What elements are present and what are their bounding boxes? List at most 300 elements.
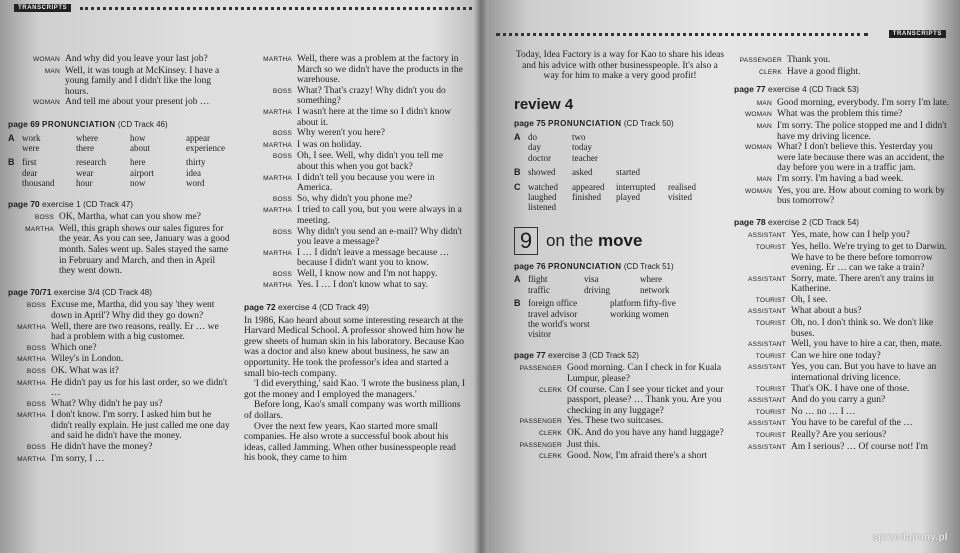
dialogue-line	[8, 399, 232, 411]
word: work	[22, 132, 41, 143]
spacer	[514, 309, 528, 319]
section-heading	[8, 199, 232, 211]
unit-title-prefix: on the	[546, 230, 594, 250]
speaker-label: BOSS	[26, 444, 46, 452]
speaker-label: TOURIST	[755, 352, 786, 360]
dialogue-line	[8, 54, 232, 66]
speaker-label: TOURIST	[755, 243, 786, 251]
dialogue-text: Well, this graph shows our sales figures for the year. As you can see, January was a good month. Sales went up. Sales stayed the same in February and March, and then in April they went down.	[59, 223, 230, 277]
dialogue-line	[514, 416, 726, 428]
speaker-label: WOMAN	[744, 111, 772, 119]
track-ref: (CD Track 52)	[589, 350, 639, 360]
word-grid	[514, 167, 726, 177]
dialogue-text: Oh, no. I don't think so. We don't like buses.	[791, 318, 934, 339]
speaker-label: MAN	[756, 175, 772, 183]
dialogue-text: Have a good flight.	[787, 66, 861, 77]
spacer	[514, 142, 528, 152]
left-column-1	[8, 54, 232, 465]
word: do	[528, 131, 537, 142]
section-letter: A	[514, 274, 521, 285]
dialogue-text: And tell me about your present job …	[65, 97, 210, 108]
dialogue-text: I'm sorry, I …	[51, 453, 105, 464]
dialogue-text: He didn't have the money?	[51, 442, 153, 453]
track-ref: (CD Track 47)	[83, 199, 133, 209]
word: showed	[528, 167, 556, 178]
dialogue-line	[8, 354, 232, 366]
word: visited	[668, 192, 692, 202]
dialogue-text: Oh, I see. Well, why didn't you tell me about this when you got back?	[297, 151, 444, 172]
left-column-2	[244, 54, 466, 464]
speaker-label: ASSISTANT	[748, 341, 786, 349]
dialogue-text: Which one?	[51, 342, 97, 353]
dialogue-line	[734, 306, 950, 318]
word: about	[130, 142, 150, 153]
spacer	[514, 202, 528, 212]
dialogue-text: I don't know. I'm sorry. I asked him but he didn't really explain. He just called me one day and said he didn't have the money.	[51, 410, 230, 442]
section-letter: C	[514, 181, 521, 192]
speaker-label: ASSISTANT	[748, 275, 786, 283]
dialogue-text: Am I serious? … Of course not! I'm	[791, 441, 929, 452]
dialogue-text: I'm sorry. I'm having a bad week.	[777, 173, 904, 184]
dialogue-line	[8, 300, 232, 321]
track-ref: (CD Track 54)	[809, 217, 859, 227]
dialogue-line	[734, 351, 950, 363]
word: platform fifty-five	[610, 298, 676, 309]
speaker-label: MARTHA	[17, 455, 46, 463]
dialogue-line	[8, 366, 232, 378]
word: played	[616, 192, 640, 202]
header-dots-left	[80, 7, 472, 10]
section-heading	[514, 261, 726, 273]
dialogue-line	[734, 418, 950, 430]
word: there	[76, 142, 94, 153]
transcript-paragraph: 'I did everything,' said Kao. 'I wrote the business plan, I got the money and I employed the managers.'	[244, 379, 466, 400]
dialogue-line	[734, 384, 950, 396]
speaker-label: MARTHA	[263, 56, 292, 63]
dialogue-line	[244, 151, 466, 172]
speaker-label: BOSS	[272, 270, 292, 278]
section-letter: B	[8, 157, 15, 168]
dialogue-text: OK. And do you have any hand luggage?	[567, 428, 724, 438]
dialogue-line	[734, 395, 950, 407]
exercise-label: PRONUNCIATION	[548, 261, 622, 271]
dialogue-text: OK, Martha, what can you show me?	[59, 212, 201, 223]
dialogue-text: Well, I know now and I'm not happy.	[297, 268, 438, 279]
word-grid	[8, 157, 232, 188]
speaker-label: TOURIST	[755, 408, 786, 416]
dialogue-line	[8, 343, 232, 355]
word: how	[130, 132, 146, 143]
dialogue-text: Yes. I … I don't know what to say.	[297, 280, 429, 291]
word: word	[186, 178, 205, 189]
speaker-label: MARTHA	[17, 379, 46, 387]
word-grid	[514, 132, 726, 163]
dialogue-line	[8, 454, 232, 466]
speaker-label: CLERK	[759, 68, 782, 76]
dialogue-line	[244, 173, 466, 194]
speaker-label: PASSENGER	[519, 441, 562, 449]
dialogue-text: Really? Are you serious?	[791, 430, 887, 440]
speaker-label: MARTHA	[263, 207, 292, 215]
dialogue-text: Of course. Can I see your ticket and your passport, please? … Thank you. Are you checking in any luggage?	[567, 384, 724, 416]
dialogue-line	[244, 86, 466, 107]
speaker-label: PASSENGER	[519, 365, 562, 373]
transcripts-tab-right: TRANSCRIPTS	[889, 30, 946, 38]
speaker-label: WOMAN	[744, 144, 772, 152]
dialogue-line	[734, 98, 950, 110]
dialogue-line	[734, 55, 950, 67]
dialogue-line	[244, 269, 466, 281]
section-heading	[734, 217, 950, 229]
spacer	[616, 202, 668, 212]
dialogue-text: Why weren't you here?	[297, 128, 385, 139]
spacer	[8, 168, 22, 178]
section-heading	[514, 350, 726, 362]
word: listened	[528, 202, 556, 213]
dialogue-line	[514, 385, 726, 417]
speaker-label: BOSS	[26, 400, 46, 408]
dialogue-text: Oh, I see.	[791, 294, 828, 305]
speaker-label: BOSS	[26, 302, 46, 310]
dialogue-text: No … no … I …	[791, 406, 856, 417]
word: first	[22, 157, 37, 168]
dialogue-text: Well, you have to hire a car, then, mate.	[791, 339, 942, 350]
dialogue-text: Yes, you are. How about coming to work by bus tomorrow?	[777, 185, 945, 207]
dialogue-line	[244, 280, 466, 292]
track-ref: (CD Track 48)	[102, 287, 152, 297]
word: foreign office	[528, 298, 578, 309]
page-ref: page 70	[8, 198, 40, 209]
dialogue-line	[734, 109, 950, 121]
dialogue-line	[734, 121, 950, 142]
dialogue-text: What? I don't believe this. Yesterday you were late because there was an accident, the day before you were in a traffic jam.	[777, 142, 945, 174]
track-ref: (CD Track 53)	[809, 85, 859, 95]
word: doctor	[528, 152, 551, 163]
spacer	[610, 319, 726, 340]
speaker-label: MARTHA	[263, 174, 292, 182]
page-ref: page 77	[514, 349, 546, 360]
transcript-paragraph: Before long, Kao's small company was worth millions of dollars.	[244, 400, 461, 421]
dialogue-line	[244, 54, 466, 86]
speaker-label: MAN	[756, 99, 772, 107]
speaker-label: ASSISTANT	[748, 443, 786, 451]
dialogue-line	[244, 107, 466, 128]
speaker-label: WOMAN	[32, 56, 60, 63]
dialogue-text: So, why didn't you phone me?	[297, 193, 413, 204]
dialogue-line	[734, 186, 950, 207]
word: here	[130, 157, 146, 168]
dialogue-text: Thank you.	[787, 55, 831, 65]
speaker-label: CLERK	[539, 386, 562, 394]
speaker-label: MAN	[44, 67, 60, 75]
dialogue-line	[244, 140, 466, 152]
word: thousand	[22, 178, 55, 189]
dialogue-text: Yes. These two suitcases.	[567, 416, 664, 427]
speaker-label: WOMAN	[744, 187, 772, 195]
word-grid	[514, 182, 726, 213]
dialogue-text: Excuse me, Martha, did you say 'they went down in April'? Why did they go down?	[51, 300, 215, 321]
exercise-label: PRONUNCIATION	[548, 119, 622, 129]
dialogue-line	[244, 128, 466, 140]
word: appear	[186, 132, 210, 143]
spacer	[514, 319, 528, 340]
speaker-label: ASSISTANT	[748, 420, 786, 428]
word: driving	[584, 284, 610, 295]
word-grid	[514, 274, 726, 295]
exercise-label: exercise 1	[42, 198, 81, 209]
word: flight	[528, 274, 548, 285]
spacer	[514, 153, 528, 163]
dialogue-line	[734, 230, 950, 242]
watermark-tld: .pl	[935, 532, 948, 543]
unit-title-bold: move	[598, 230, 643, 250]
word: started	[616, 167, 640, 178]
speaker-label: ASSISTANT	[748, 308, 786, 316]
dialogue-text: Well, there was a problem at the factory in March so we didn't have the products in the warehouse.	[297, 54, 463, 86]
dialogue-text: Can we hire one today?	[791, 350, 881, 361]
transcripts-tab-left: TRANSCRIPTS	[14, 4, 71, 12]
speaker-label: MARTHA	[263, 141, 292, 149]
speaker-label: MARTHA	[25, 225, 54, 233]
dialogue-text: I … I didn't leave a message because … because I didn't want you to know.	[297, 247, 450, 269]
word: watched	[528, 181, 558, 192]
speaker-label: TOURIST	[755, 432, 786, 439]
word: were	[22, 142, 40, 153]
dialogue-line	[8, 378, 232, 399]
dialogue-line	[734, 362, 950, 383]
dialogue-text: Yes, hello. We're trying to get to Darwin. We have to be there before tomorrow evening. Er … can we take a train?	[791, 241, 947, 274]
dialogue-text: Good morning. Can I check in for Kuala Lumpur, please?	[567, 363, 722, 385]
speaker-label: BOSS	[272, 195, 292, 203]
dialogue-text: I was on holiday.	[297, 139, 362, 150]
page-ref: page 78	[734, 216, 766, 227]
section-letter: B	[514, 298, 521, 309]
speaker-label: WOMAN	[32, 99, 60, 107]
word: asked	[572, 167, 593, 178]
dialogue-line	[734, 142, 950, 174]
word: today	[572, 142, 592, 153]
spacer	[514, 285, 528, 295]
speaker-label: MARTHA	[263, 282, 292, 290]
speaker-label: MAN	[756, 122, 772, 130]
speaker-label: ASSISTANT	[748, 364, 786, 372]
word: network	[640, 284, 670, 295]
spacer	[572, 202, 616, 212]
word-grid	[514, 298, 726, 340]
dialogue-line	[734, 242, 950, 274]
spacer	[8, 143, 22, 153]
dialogue-line	[734, 318, 950, 339]
section-letter: B	[514, 167, 521, 178]
word: airport	[130, 167, 154, 178]
speaker-label: BOSS	[26, 344, 46, 352]
unit-title	[546, 230, 643, 250]
exercise-label: exercise 4	[278, 302, 317, 313]
word: interrupted	[616, 181, 656, 192]
section-heading	[734, 84, 950, 96]
speaker-label: TOURIST	[755, 385, 786, 393]
dialogue-text: What? Why didn't he pay us?	[51, 398, 163, 409]
dialogue-line	[734, 67, 950, 79]
speaker-label: PASSENGER	[519, 418, 562, 426]
watermark-logo	[872, 525, 948, 545]
dialogue-text: What was the problem this time?	[777, 109, 903, 120]
speaker-label: ASSISTANT	[748, 397, 786, 405]
word: wear	[76, 167, 94, 178]
dialogue-line	[514, 428, 726, 440]
dialogue-text: Wiley's in London.	[51, 354, 124, 365]
dialogue-text: Well, it was tough at McKinsey. I have a young family and I didn't like the long hours.	[65, 65, 220, 97]
dialogue-text: Just this.	[567, 439, 601, 450]
dialogue-line	[734, 295, 950, 307]
word: realised	[668, 181, 696, 192]
dialogue-line	[8, 442, 232, 454]
dialogue-line	[8, 322, 232, 343]
right-column-1	[514, 50, 726, 463]
unit-number-box: 9	[514, 227, 538, 255]
speaker-label: CLERK	[539, 430, 562, 437]
header-dots-right	[496, 33, 868, 36]
word: travel advisor	[528, 308, 578, 319]
dialogue-text: I tried to call you, but you were always in a meeting.	[297, 205, 462, 226]
speaker-label: BOSS	[34, 214, 54, 222]
speaker-label: CLERK	[539, 453, 562, 461]
dialogue-text: Why didn't you send an e-mail? Why didn't you leave a message?	[297, 226, 462, 248]
dialogue-text: Yes, you can. But you have to have an international driving licence.	[791, 362, 937, 384]
dialogue-line	[244, 248, 466, 269]
speaker-label: TOURIST	[755, 320, 786, 328]
spacer	[514, 192, 528, 202]
spacer	[8, 178, 22, 188]
section-heading	[514, 118, 726, 130]
page-ref: page 70/71	[8, 286, 52, 297]
watermark-main: sprzedajemy	[872, 532, 936, 543]
exercise-label: exercise 3	[548, 349, 587, 360]
dialogue-line	[8, 66, 232, 98]
speaker-label: BOSS	[26, 367, 46, 375]
dialogue-line	[734, 339, 950, 351]
dialogue-line	[244, 227, 466, 248]
dialogue-text: What? That's crazy! Why didn't you do something?	[297, 85, 446, 107]
word: thirty	[186, 157, 206, 168]
word: idea	[186, 167, 201, 178]
track-ref: (CD Track 51)	[623, 261, 674, 271]
dialogue-text: And why did you leave your last job?	[65, 54, 208, 64]
exercise-label: PRONUNCIATION	[42, 119, 116, 129]
dialogue-text: Sorry, mate. There aren't any trains in Katherine.	[791, 273, 934, 295]
word: where	[76, 132, 98, 143]
page-ref: page 77	[734, 84, 766, 95]
speaker-label: PASSENGER	[739, 57, 782, 64]
dialogue-line	[514, 363, 726, 384]
dialogue-text: He didn't pay us for his last order, so we didn't …	[51, 377, 228, 399]
track-ref: (CD Track 49)	[319, 303, 369, 313]
intro-paragraph: Today, Idea Factory is a way for Kao to share his ideas and his advice with other businesspeople. It's also a way for him to make a very good profit!	[515, 50, 725, 82]
word: finished	[572, 192, 601, 202]
dialogue-line	[8, 410, 232, 442]
dialogue-line	[734, 174, 950, 186]
dialogue-line	[514, 440, 726, 452]
word: visa	[584, 274, 599, 285]
dialogue-line	[734, 407, 950, 419]
unit-header	[514, 227, 726, 255]
speaker-label: TOURIST	[755, 296, 786, 304]
section-heading	[244, 302, 466, 314]
exercise-label: exercise 3/4	[53, 286, 100, 297]
speaker-label: BOSS	[272, 228, 292, 236]
speaker-label: MARTHA	[17, 412, 46, 420]
word: now	[130, 178, 146, 189]
track-ref: (CD Track 50)	[623, 119, 674, 129]
dialogue-text: What about a bus?	[791, 306, 862, 317]
dialogue-text: I didn't tell you because you were in America.	[297, 172, 435, 194]
dialogue-text: I wasn't here at the time so I didn't know about it.	[297, 106, 452, 128]
word: two	[572, 131, 586, 142]
speaker-label: ASSISTANT	[748, 232, 786, 240]
dialogue-text: I'm sorry. The police stopped me and I didn't have my driving licence.	[777, 120, 947, 142]
dialogue-text: That's OK. I have one of those.	[791, 383, 910, 394]
section-heading	[8, 119, 232, 131]
speaker-label: BOSS	[272, 153, 292, 161]
dialogue-line	[8, 97, 232, 109]
page-ref: page 72	[244, 302, 276, 313]
page-ref: page 69	[8, 118, 40, 129]
word: appeared	[572, 181, 605, 192]
dialogue-line	[8, 212, 232, 224]
speaker-label: MARTHA	[263, 108, 292, 116]
section-letter: A	[514, 131, 521, 142]
right-page	[486, 0, 960, 553]
track-ref: (CD Track 46)	[117, 119, 168, 129]
exercise-label: exercise 4	[768, 84, 807, 95]
transcript-paragraph: In 1986, Kao heard about some interesting research at the Harvard Medical School. A professor showed him how he grew sheets of human skin in his laboratory. Because Kao was a doctor and also knew about business, he saw an opportunity. He took the professor's idea and started a small bio-tech company.	[244, 315, 465, 379]
dialogue-line	[734, 274, 950, 295]
dialogue-text: Good morning, everybody. I'm sorry I'm late.	[777, 97, 949, 108]
dialogue-line	[244, 205, 466, 226]
word: teacher	[572, 152, 598, 163]
word: working women	[610, 308, 669, 319]
dialogue-text: You have to be careful of the …	[791, 418, 913, 429]
dialogue-line	[244, 194, 466, 206]
word: where	[640, 274, 662, 285]
dialogue-text: Good. Now, I'm afraid there's a short	[567, 451, 707, 462]
word: dear	[22, 167, 38, 178]
dialogue-text: And do you carry a gun?	[791, 395, 886, 406]
word: hour	[76, 178, 93, 189]
dialogue-text: Well, there are two reasons, really. Er … we had a problem with a big customer.	[51, 321, 219, 343]
dialogue-text: Yes, mate, how can I help you?	[791, 230, 910, 241]
word-grid	[8, 133, 232, 154]
word: experience	[186, 142, 225, 153]
word: laughed	[528, 192, 557, 202]
speaker-label: MARTHA	[17, 323, 46, 331]
page-ref: page 75	[514, 118, 546, 129]
page-ref: page 76	[514, 260, 546, 271]
word: traffic	[528, 284, 550, 295]
dialogue-line	[514, 451, 726, 463]
dialogue-line	[8, 224, 232, 277]
dialogue-text: OK. What was it?	[51, 365, 119, 376]
spacer	[668, 202, 726, 212]
speaker-label: MARTHA	[17, 356, 46, 364]
speaker-label: MARTHA	[263, 249, 292, 257]
speaker-label: BOSS	[272, 87, 292, 95]
review-title: review 4	[514, 95, 574, 113]
dialogue-line	[734, 430, 950, 442]
word: the world's worst visitor	[528, 319, 590, 340]
right-column-2	[734, 55, 950, 453]
section-letter: A	[8, 132, 15, 143]
